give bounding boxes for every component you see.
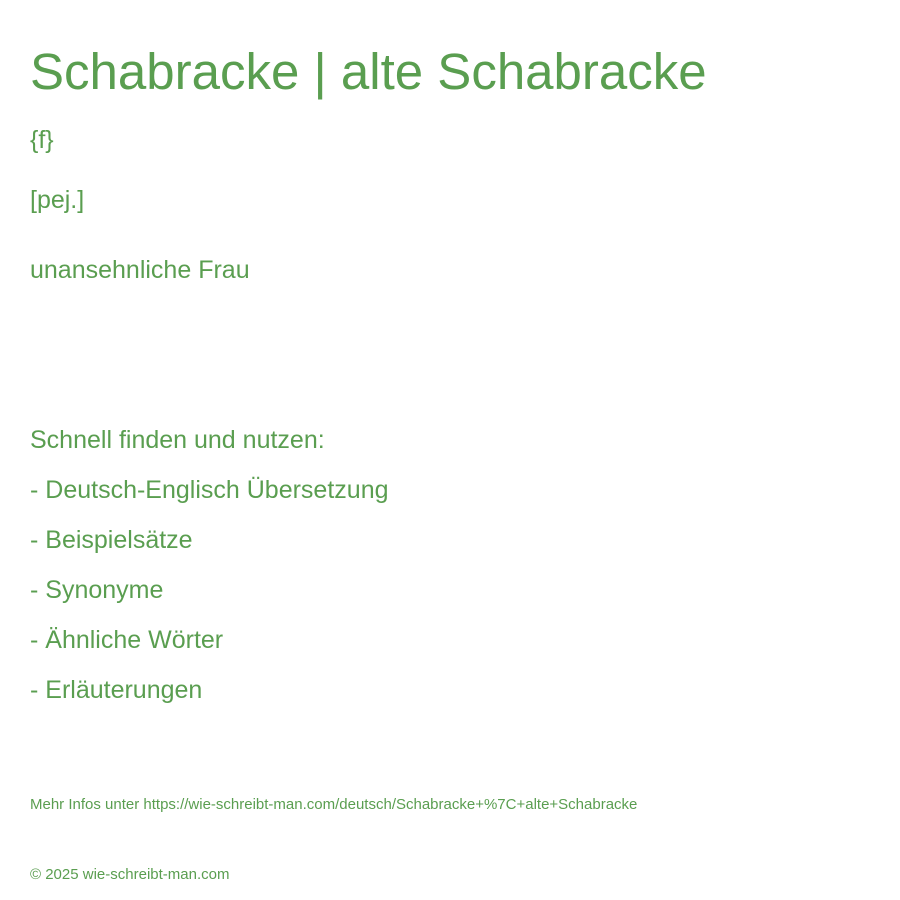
quick-link-translation: - Deutsch-Englisch Übersetzung — [30, 476, 389, 504]
quick-link-example-sentences: - Beispielsätze — [30, 526, 193, 554]
quick-link-similar-words: - Ähnliche Wörter — [30, 626, 224, 654]
quick-links-list — [30, 474, 389, 724]
entry-title: Schabracke | alte Schabracke — [30, 43, 707, 100]
definition-text: unansehnliche Frau — [30, 256, 250, 284]
quick-link-synonyms: - Synonyme — [30, 576, 164, 604]
gender-label: {f} — [30, 126, 54, 154]
quick-link-explanations: - Erläuterungen — [30, 676, 203, 704]
quick-links-heading: Schnell finden und nutzen: — [30, 426, 325, 454]
copyright-text: © 2025 wie-schreibt-man.com — [30, 866, 230, 883]
register-label: [pej.] — [30, 186, 85, 214]
more-info-text: Mehr Infos unter https://wie-schreibt-man.com/deutsch/Schabracke+%7C+alte+Schabracke — [30, 796, 638, 813]
